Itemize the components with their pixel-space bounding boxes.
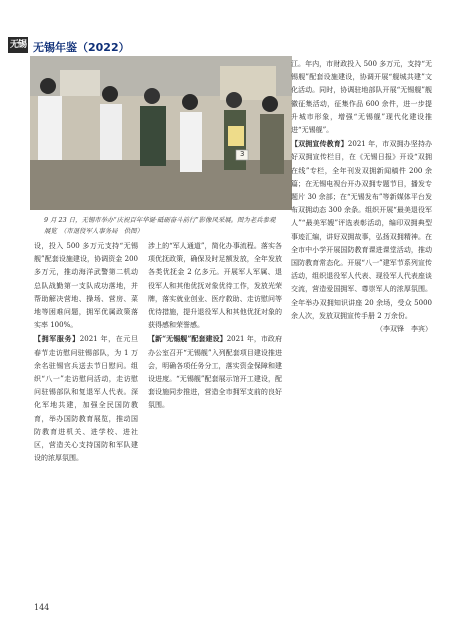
contributors: （李双锋 李宾） — [376, 325, 432, 334]
section-paragraph — [291, 137, 432, 323]
text-column-3 — [291, 58, 432, 349]
section-body: 2021 年，在元旦春节走访慰问驻锡部队，为 1 万余名驻锡官兵送去节日慰问。组织“八一”走访慰问活动，走访慰问驻锡部队和复退军人代表。深化军地共建，加强全民国防教育，举办国防教育展览，推动国防教育进机关、进学校、进社区，营造关心支持国防和军队建设的浓厚氛围。 — [34, 335, 138, 463]
section-body: 2021 年，市双拥办坚持办好双拥宣传栏目，在《无锡日报》开设“双拥在线”专栏，全年刊发双拥新闻稿件 200 余篇；在无锡电视台开办双拥专题节目，播发专题片 30 余部；在“无锡发布”等新媒体平台发布双拥动态 300 余条。组织开展“最美退役军人”“最美军嫂”评选表彰活动，编印双拥典型事迹汇编，讲好双拥故事，弘扬双拥精神。在全市中小学开展国防教育课进课堂活动，推动国防教育常态化。开展“八一”建军节系列宣传活动，组织退役军人代表、现役军人代表座谈交流，营造爱国拥军、尊崇军人的浓厚氛围。全年举办双拥知识讲座 20 余场，受众 5000 余人次，发放双拥宣传手册 2 万余份。 — [291, 140, 432, 320]
photo-illustration — [30, 56, 292, 210]
book-title: 无锡年鉴（2022） — [33, 41, 130, 54]
text-column-1 — [34, 240, 138, 465]
yearbook-logo: 无锡 — [8, 37, 28, 53]
event-photo — [30, 56, 292, 210]
author-name — [291, 336, 432, 349]
section-paragraph — [148, 332, 282, 412]
section-heading-warship: 【新“无锡舰”配套建设】 — [148, 334, 227, 344]
section-heading-publicity: 【双拥宣传教育】 — [291, 139, 348, 149]
section-heading-support-service: 【拥军服务】 — [34, 334, 80, 344]
page-header — [0, 0, 468, 56]
paragraph: 涉上的“军人通道”，简化办事流程。落实各项优抚政策，确保及时足额发放，全年发放各类优抚金 2 亿多元。开展军人军属、退役军人和其他优抚对象优待工作，发放光荣牌，落实就业创业、医疗救助、走访慰问等优待措施，提升退役军人和其他优抚对象的获得感和荣誉感。 — [148, 242, 282, 330]
page-number: 144 — [34, 603, 50, 612]
paragraph: 江。年内，市财政投入 500 多万元，支持“无锡舰”配套设施建设，协调开展“舰城共建”文化活动。同时，协调驻地部队开展“无锡舰”舰徽征集活动，征集作品 600 余件，进一步提升城市形象，增强“无锡舰”现代化建设推进“无锡舰”。 — [291, 60, 432, 135]
paragraph: 设，投入 500 多万元支持“无锡舰”配套设施建设，协调资金 200 多万元，推动海洋武警第二机动总队战勤第一支队成功落地，并帮助解决营地、操场、营房、菜地等困难问题，拥军优属政策落实率 100%。 — [34, 242, 138, 330]
text-column-2 — [148, 240, 282, 413]
section-paragraph — [34, 332, 138, 465]
photo-caption: 9 月 23 日，无锡市举办“庆祝百年华诞·砥砺奋斗前行”影像风采展。图为老兵参观展览 （市退役军人事务局 供图） — [44, 216, 276, 235]
section-body: 2021 年，市政府办公室召开“无锡舰”入列配套项目建设推进会，明确各项任务分工，落实资金保障和建设进度。“无锡舰”配套展示馆开工建设，配套设施同步推进，营造全市拥军支前的良好氛围。 — [148, 335, 282, 410]
photo-badge-number: 3 — [240, 150, 245, 158]
